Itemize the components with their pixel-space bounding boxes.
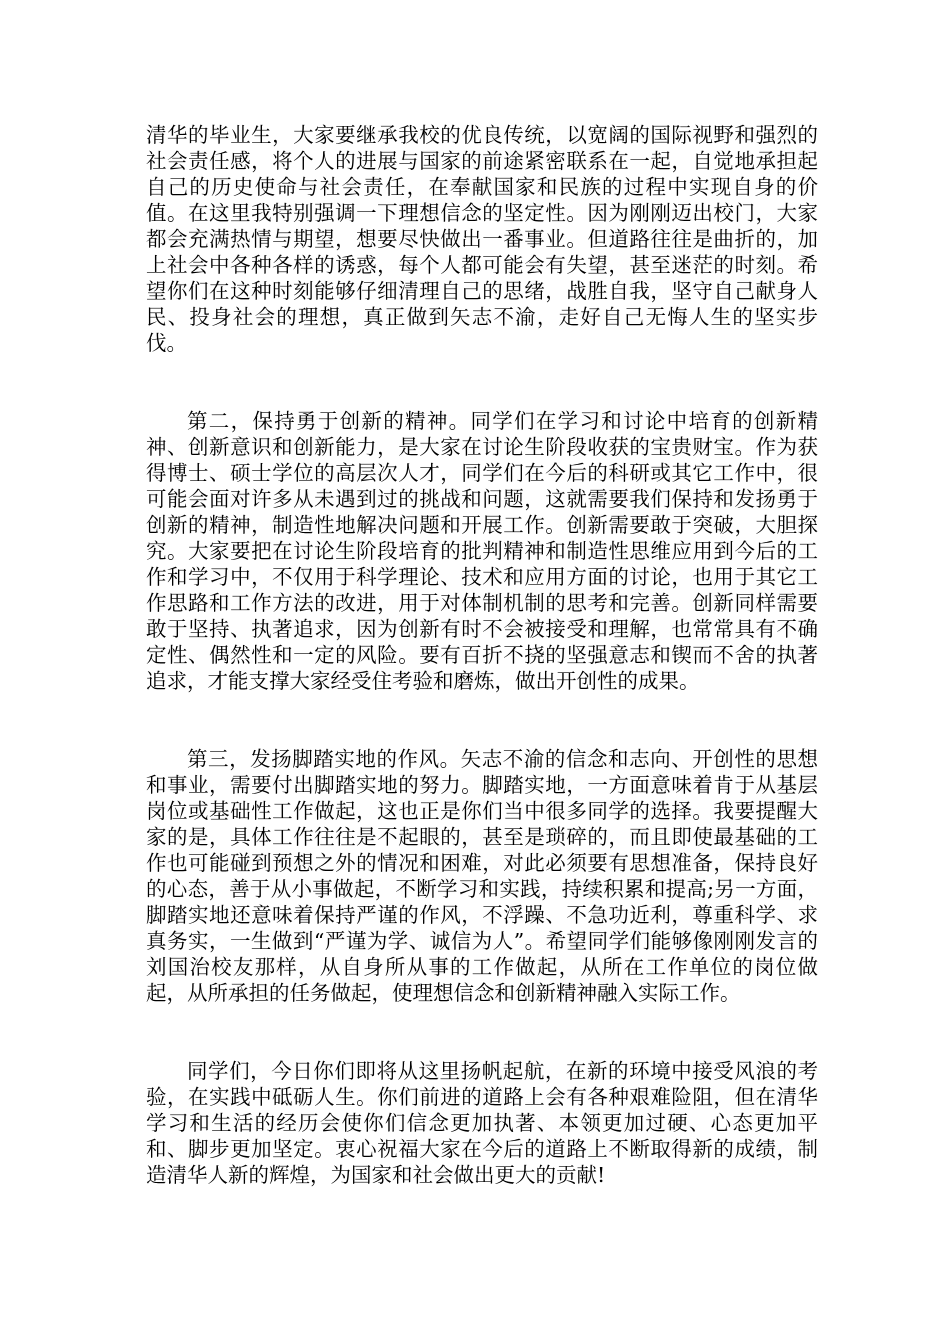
- paragraph-third-point: 第三，发扬脚踏实地的作风。矢志不渝的信念和志向、开创性的思想和事业，需要付出脚踏实地的努力。脚踏实地，一方面意味着肯于从基层岗位或基础性工作做起，这也正是你们当中很多同学的选择。我要提醒大家的是，具体工作往往是不起眼的，甚至是琐碎的，而且即使最基础的工作也可能碰到预想之外的情况和困难，对此必须要有思想准备，保持良好的心态，善于从小事做起，不断学习和实践，持续积累和提高;另一方面，脚踏实地还意味着保持严谨的作风，不浮躁、不急功近利，尊重科学、求真务实，一生做到“严谨为学、诚信为人”。希望同学们能够像刚刚发言的刘国治校友那样，从自身所从事的工作做起，从所在工作单位的岗位做起，从所承担的任务做起，使理想信念和创新精神融入实际工作。: [146, 747, 818, 1005]
- paragraph-spacer: [146, 694, 818, 746]
- paragraph-intro: 清华的毕业生，大家要继承我校的优良传统，以宽阔的国际视野和强烈的社会责任感，将个人的进展与国家的前途紧密联系在一起，自觉地承担起自己的历史使命与社会责任，在奉献国家和民族的过程中实现自身的价值。在这里我特别强调一下理想信念的坚定性。因为刚刚迈出校门，大家都会充满热情与期望，想要尽快做出一番事业。但道路往往是曲折的，加上社会中各种各样的诱惑，每个人都可能会有失望，甚至迷茫的时刻。希望你们在这种时刻能够仔细清理自己的思绪，战胜自我，坚守自己献身人民、投身社会的理想，真正做到矢志不渝，走好自己无悔人生的坚实步伐。: [146, 123, 818, 355]
- paragraph-spacer: [146, 1006, 818, 1058]
- document-page: [146, 122, 818, 1188]
- paragraph-closing: 同学们，今日你们即将从这里扬帆起航，在新的环境中接受风浪的考验，在实践中砥砺人生。你们前进的道路上会有各种艰难险阻，但在清华学习和生活的经历会使你们信念更加执著、本领更加过硬、心态更加平和、脚步更加坚定。衷心祝福大家在今后的道路上不断取得新的成绩，制造清华人新的辉煌，为国家和社会做出更大的贡献!: [146, 1059, 818, 1187]
- paragraph-spacer: [146, 356, 818, 408]
- paragraph-second-point: 第二，保持勇于创新的精神。同学们在学习和讨论中培育的创新精神、创新意识和创新能力，是大家在讨论生阶段收获的宝贵财宝。作为获得博士、硕士学位的高层次人才，同学们在今后的科研或其它工作中，很可能会面对许多从未遇到过的挑战和问题，这就需要我们保持和发扬勇于创新的精神，制造性地解决问题和开展工作。创新需要敢于突破，大胆探究。大家要把在讨论生阶段培育的批判精神和制造性思维应用到今后的工作和学习中，不仅用于科学理论、技术和应用方面的讨论，也用于其它工作思路和工作方法的改进，用于对体制机制的思考和完善。创新同样需要敢于坚持、执著追求，因为创新有时不会被接受和理解，也常常具有不确定性、偶然性和一定的风险。要有百折不挠的坚强意志和锲而不舍的执著追求，才能支撑大家经受住考验和磨炼，做出开创性的成果。: [146, 409, 818, 693]
